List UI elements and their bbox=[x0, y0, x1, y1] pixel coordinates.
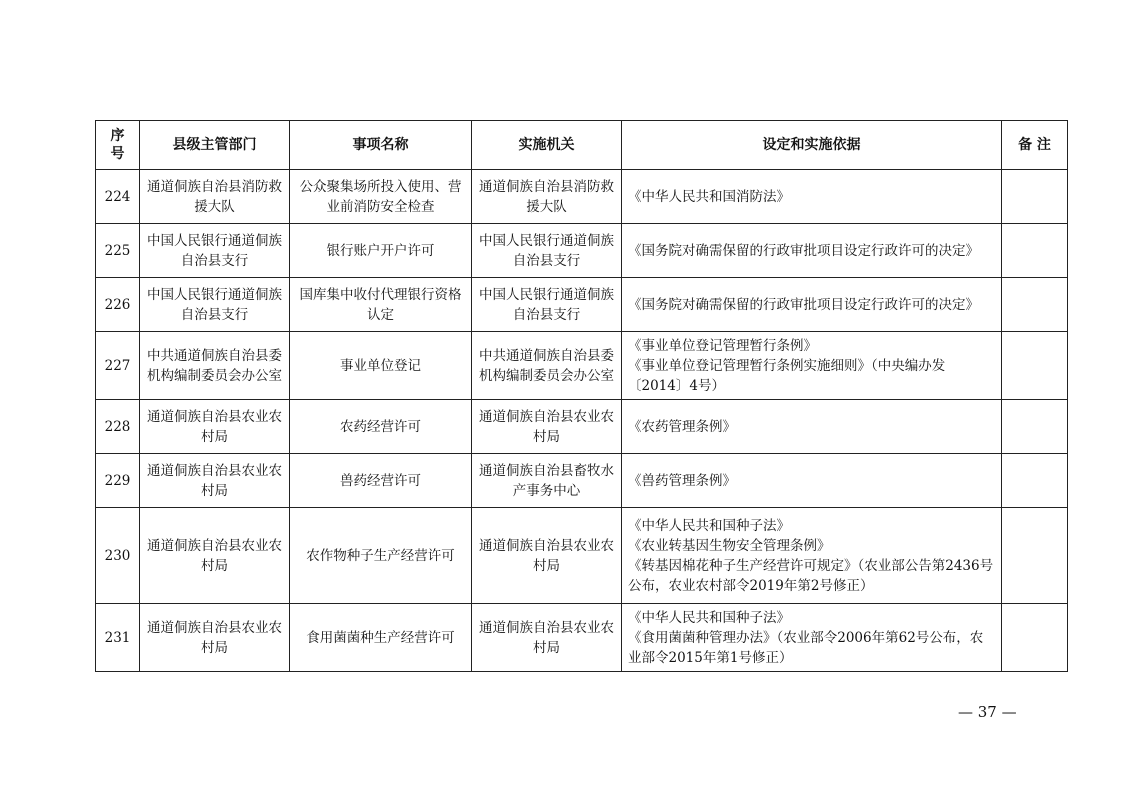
cell-remarks bbox=[1002, 454, 1068, 508]
cell-legal-basis bbox=[622, 332, 1002, 400]
header-serial-number: 序号 bbox=[96, 121, 140, 170]
table-row bbox=[96, 332, 1068, 400]
table-row bbox=[96, 604, 1068, 672]
cell-serial-number: 231 bbox=[96, 604, 140, 672]
basis-line: 《中华人民共和国种子法》 bbox=[628, 609, 790, 626]
cell-county-department: 中共通道侗族自治县委机构编制委员会办公室 bbox=[140, 332, 290, 400]
cell-legal-basis bbox=[622, 454, 1002, 508]
licensing-items-table bbox=[95, 120, 1068, 672]
basis-line: 《国务院对确需保留的行政审批项目设定行政许可的决定》 bbox=[628, 296, 979, 313]
cell-serial-number: 225 bbox=[96, 224, 140, 278]
cell-implementing-agency: 通道侗族自治县农业农村局 bbox=[472, 508, 622, 604]
cell-remarks bbox=[1002, 400, 1068, 454]
cell-implementing-agency: 中国人民银行通道侗族自治县支行 bbox=[472, 224, 622, 278]
page-number: — 37 — bbox=[958, 703, 1017, 721]
cell-county-department: 通道侗族自治县农业农村局 bbox=[140, 508, 290, 604]
cell-implementing-agency: 通道侗族自治县农业农村局 bbox=[472, 604, 622, 672]
cell-implementing-agency: 通道侗族自治县农业农村局 bbox=[472, 400, 622, 454]
basis-line: 《农业转基因生物安全管理条例》 bbox=[628, 537, 831, 554]
cell-serial-number: 227 bbox=[96, 332, 140, 400]
basis-line: 《中华人民共和国种子法》 bbox=[628, 517, 790, 534]
cell-remarks bbox=[1002, 508, 1068, 604]
cell-legal-basis bbox=[622, 604, 1002, 672]
cell-implementing-agency: 中共通道侗族自治县委机构编制委员会办公室 bbox=[472, 332, 622, 400]
cell-remarks bbox=[1002, 332, 1068, 400]
header-implementing-agency: 实施机关 bbox=[472, 121, 622, 170]
table-row bbox=[96, 508, 1068, 604]
cell-serial-number: 229 bbox=[96, 454, 140, 508]
table-row bbox=[96, 170, 1068, 224]
table-header-row bbox=[96, 121, 1068, 170]
cell-county-department: 中国人民银行通道侗族自治县支行 bbox=[140, 224, 290, 278]
cell-serial-number: 228 bbox=[96, 400, 140, 454]
cell-serial-number: 230 bbox=[96, 508, 140, 604]
cell-county-department: 通道侗族自治县消防救援大队 bbox=[140, 170, 290, 224]
table-row bbox=[96, 224, 1068, 278]
cell-county-department: 通道侗族自治县农业农村局 bbox=[140, 604, 290, 672]
basis-line: 《中华人民共和国消防法》 bbox=[628, 188, 790, 205]
cell-implementing-agency: 中国人民银行通道侗族自治县支行 bbox=[472, 278, 622, 332]
cell-remarks bbox=[1002, 278, 1068, 332]
cell-legal-basis bbox=[622, 224, 1002, 278]
cell-implementing-agency: 通道侗族自治县畜牧水产事务中心 bbox=[472, 454, 622, 508]
header-item-name: 事项名称 bbox=[290, 121, 472, 170]
basis-line: 《农药管理条例》 bbox=[628, 418, 736, 435]
table-row bbox=[96, 454, 1068, 508]
basis-line: 《转基因棉花种子生产经营许可规定》（农业部公告第2436号公布，农业农村部令2019年第2号修正） bbox=[628, 557, 994, 594]
cell-county-department: 通道侗族自治县农业农村局 bbox=[140, 454, 290, 508]
cell-item-name: 食用菌菌种生产经营许可 bbox=[290, 604, 472, 672]
cell-county-department: 中国人民银行通道侗族自治县支行 bbox=[140, 278, 290, 332]
header-legal-basis: 设定和实施依据 bbox=[622, 121, 1002, 170]
header-county-department: 县级主管部门 bbox=[140, 121, 290, 170]
cell-item-name: 银行账户开户许可 bbox=[290, 224, 472, 278]
cell-serial-number: 224 bbox=[96, 170, 140, 224]
cell-remarks bbox=[1002, 170, 1068, 224]
cell-legal-basis bbox=[622, 170, 1002, 224]
basis-line: 《食用菌菌种管理办法》（农业部令2006年第62号公布，农业部令2015年第1号修正） bbox=[628, 629, 984, 666]
cell-implementing-agency: 通道侗族自治县消防救援大队 bbox=[472, 170, 622, 224]
cell-item-name: 国库集中收付代理银行资格认定 bbox=[290, 278, 472, 332]
cell-item-name: 农作物种子生产经营许可 bbox=[290, 508, 472, 604]
header-remarks: 备 注 bbox=[1002, 121, 1068, 170]
cell-legal-basis bbox=[622, 400, 1002, 454]
cell-serial-number: 226 bbox=[96, 278, 140, 332]
cell-county-department: 通道侗族自治县农业农村局 bbox=[140, 400, 290, 454]
basis-line: 《事业单位登记管理暂行条例实施细则》（中央编办发〔2014〕4号） bbox=[628, 357, 946, 394]
cell-item-name: 事业单位登记 bbox=[290, 332, 472, 400]
basis-line: 《兽药管理条例》 bbox=[628, 472, 736, 489]
cell-item-name: 农药经营许可 bbox=[290, 400, 472, 454]
cell-item-name: 兽药经营许可 bbox=[290, 454, 472, 508]
cell-legal-basis bbox=[622, 278, 1002, 332]
cell-legal-basis bbox=[622, 508, 1002, 604]
cell-remarks bbox=[1002, 224, 1068, 278]
basis-line: 《国务院对确需保留的行政审批项目设定行政许可的决定》 bbox=[628, 242, 979, 259]
table-row bbox=[96, 400, 1068, 454]
cell-remarks bbox=[1002, 604, 1068, 672]
cell-item-name: 公众聚集场所投入使用、营业前消防安全检查 bbox=[290, 170, 472, 224]
table-row bbox=[96, 278, 1068, 332]
basis-line: 《事业单位登记管理暂行条例》 bbox=[628, 337, 817, 354]
